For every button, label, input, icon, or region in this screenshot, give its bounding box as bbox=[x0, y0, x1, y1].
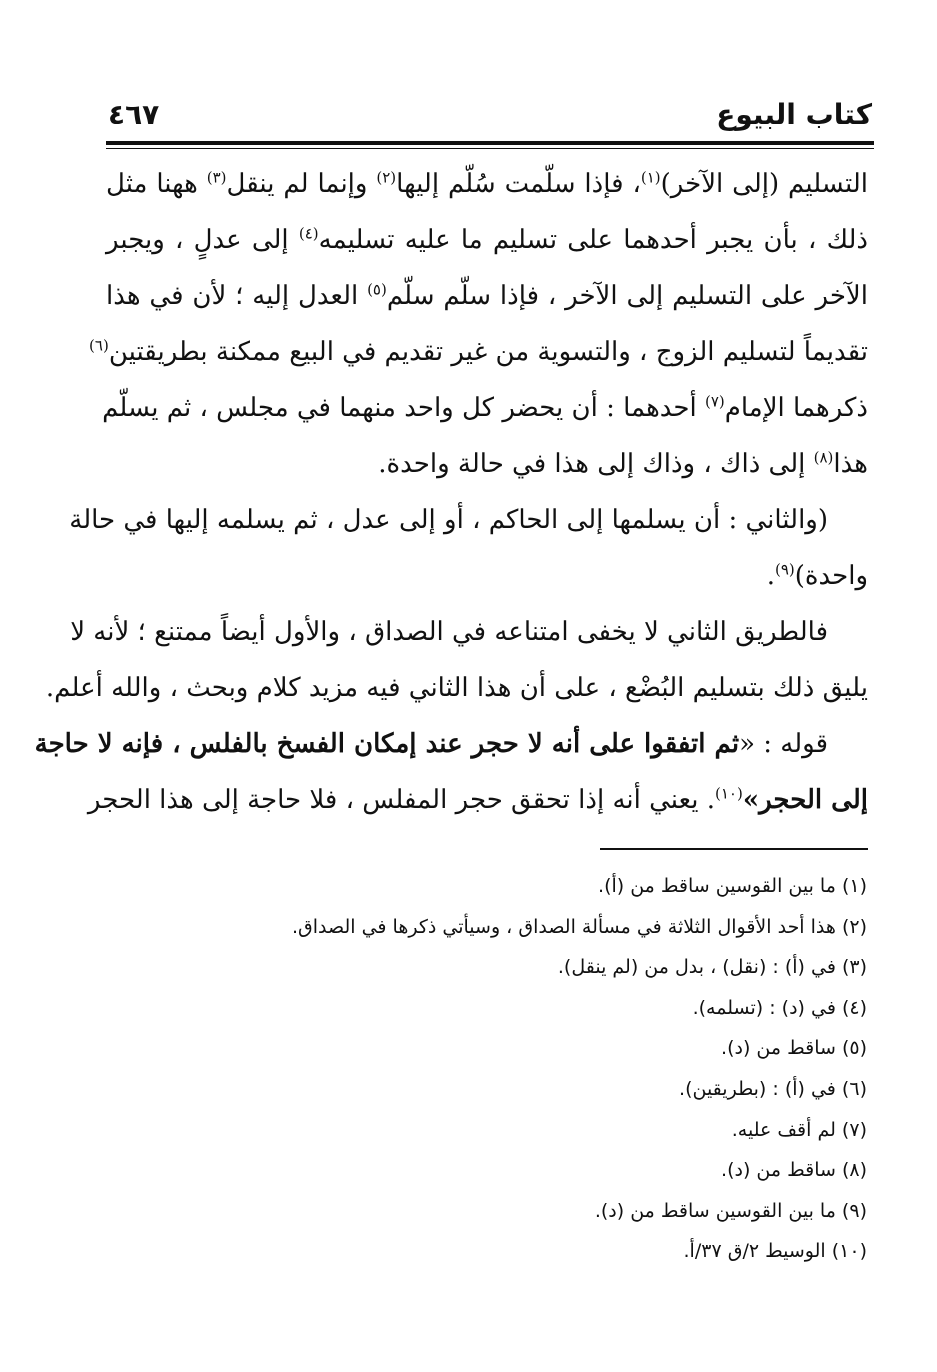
text-line-11 bbox=[34, 716, 868, 772]
text-span: ذكرهما الإمام bbox=[724, 393, 868, 423]
text-span: أحدهما : أن يحضر كل واحد منهما في مجلس ، ثم يسلّم bbox=[102, 393, 705, 423]
text-line-2 bbox=[106, 212, 868, 268]
footnote-2: (٢) هذا أحد الأقوال الثلاثة في مسألة الصداق ، وسيأتي ذكرها في الصداق. bbox=[291, 915, 867, 938]
footnote-ref: (٦) bbox=[89, 336, 109, 355]
footnote-ref: (٩) bbox=[774, 560, 795, 579]
quoted-text-bold: ثم اتفقوا على أنه لا حجر عند إمكان الفسخ بالفلس ، فإنه لا حاجة bbox=[34, 729, 740, 759]
footnote-ref: (٣) bbox=[206, 168, 227, 187]
footnote-3: (٣) في (أ) : (نقل) ، بدل من (لم ينقل). bbox=[557, 956, 867, 979]
text-line-10: يليق ذلك بتسليم البُضْع ، على أن هذا الثاني فيه مزيد كلام وبحث ، والله أعلم. bbox=[45, 673, 868, 703]
text-span: . bbox=[766, 561, 775, 591]
footnote-5: (٥) ساقط من (د). bbox=[721, 1037, 867, 1060]
text-span: تقديماً لتسليم الزوج ، والتسوية من غير تقديم في البيع ممكنة بطريقتين bbox=[108, 337, 868, 367]
text-line-3 bbox=[106, 268, 868, 324]
footnote-ref: (٤) bbox=[298, 224, 319, 243]
text-span: هذا bbox=[833, 449, 868, 479]
text-span: ههنا مثل bbox=[106, 169, 207, 199]
text-line-5 bbox=[102, 380, 868, 436]
text-line-4 bbox=[89, 324, 868, 380]
footnote-10: (١٠) الوسيط ٢/ق ٣٧/أ. bbox=[683, 1240, 867, 1263]
text-span: إلى ذاك ، وذاك إلى هذا في حالة واحدة. bbox=[378, 449, 814, 479]
footnote-separator bbox=[600, 848, 868, 850]
text-span: التسليم (إلى الآخر) bbox=[660, 169, 868, 199]
main-text bbox=[34, 156, 868, 828]
page-number: ٤٦٧ bbox=[108, 98, 160, 131]
quoted-text-bold: إلى الحجر» bbox=[742, 785, 868, 815]
footnote-9: (٩) ما بين القوسين ساقط من (د). bbox=[594, 1199, 867, 1222]
text-span: قوله : « bbox=[739, 729, 828, 759]
footnote-ref: (١٠) bbox=[714, 784, 743, 803]
text-span: . يعني أنه إذا تحقق حجر المفلس ، فلا حاجة إلى هذا الحجر bbox=[87, 785, 715, 815]
text-span: وإنما لم ينقل bbox=[226, 169, 377, 199]
footnote-6: (٦) في (أ) : (بطريقين). bbox=[679, 1077, 867, 1100]
text-span: إلى عدلٍ ، ويجبر bbox=[106, 225, 299, 255]
header-rule-thick bbox=[106, 141, 874, 145]
running-title: كتاب البيوع bbox=[716, 98, 872, 131]
footnote-ref: (٢) bbox=[376, 168, 397, 187]
text-line-1 bbox=[106, 156, 868, 212]
header-rule-thin bbox=[106, 148, 874, 149]
footnote-1: (١) ما بين القوسين ساقط من (أ). bbox=[598, 875, 867, 897]
page-header bbox=[108, 92, 872, 136]
text-span: العدل إليه ؛ لأن في هذا bbox=[106, 281, 368, 311]
footnote-4: (٤) في (د) : (تسلمه). bbox=[692, 996, 867, 1019]
footnote-ref: (٧) bbox=[704, 392, 725, 411]
text-line-7: (والثاني : أن يسلمها إلى الحاكم ، أو إلى عدل ، ثم يسلمه إليها في حالة bbox=[69, 505, 828, 535]
text-line-6 bbox=[106, 436, 868, 492]
text-line-9: فالطريق الثاني لا يخفى امتناعه في الصداق ، والأول أيضاً ممتنع ؛ لأنه لا bbox=[70, 617, 828, 647]
footnote-ref: (١) bbox=[640, 168, 661, 187]
text-span: الآخر على التسليم إلى الآخر ، فإذا سلّم سلّم bbox=[386, 281, 868, 311]
text-span: ، فإذا سلّمت سُلّم إليها bbox=[396, 169, 641, 199]
text-span: ذلك ، بأن يجبر أحدهما على تسليم ما عليه تسليمه bbox=[318, 225, 868, 255]
text-line-8 bbox=[106, 548, 868, 604]
text-span: واحدة) bbox=[794, 561, 868, 591]
footnote-ref: (٥) bbox=[367, 280, 387, 299]
text-line-12 bbox=[87, 772, 868, 828]
footnote-8: (٨) ساقط من (د). bbox=[721, 1159, 867, 1182]
footnote-ref: (٨) bbox=[813, 448, 834, 467]
footnotes bbox=[107, 866, 867, 1272]
footnote-7: (٧) لم أقف عليه. bbox=[731, 1118, 867, 1141]
